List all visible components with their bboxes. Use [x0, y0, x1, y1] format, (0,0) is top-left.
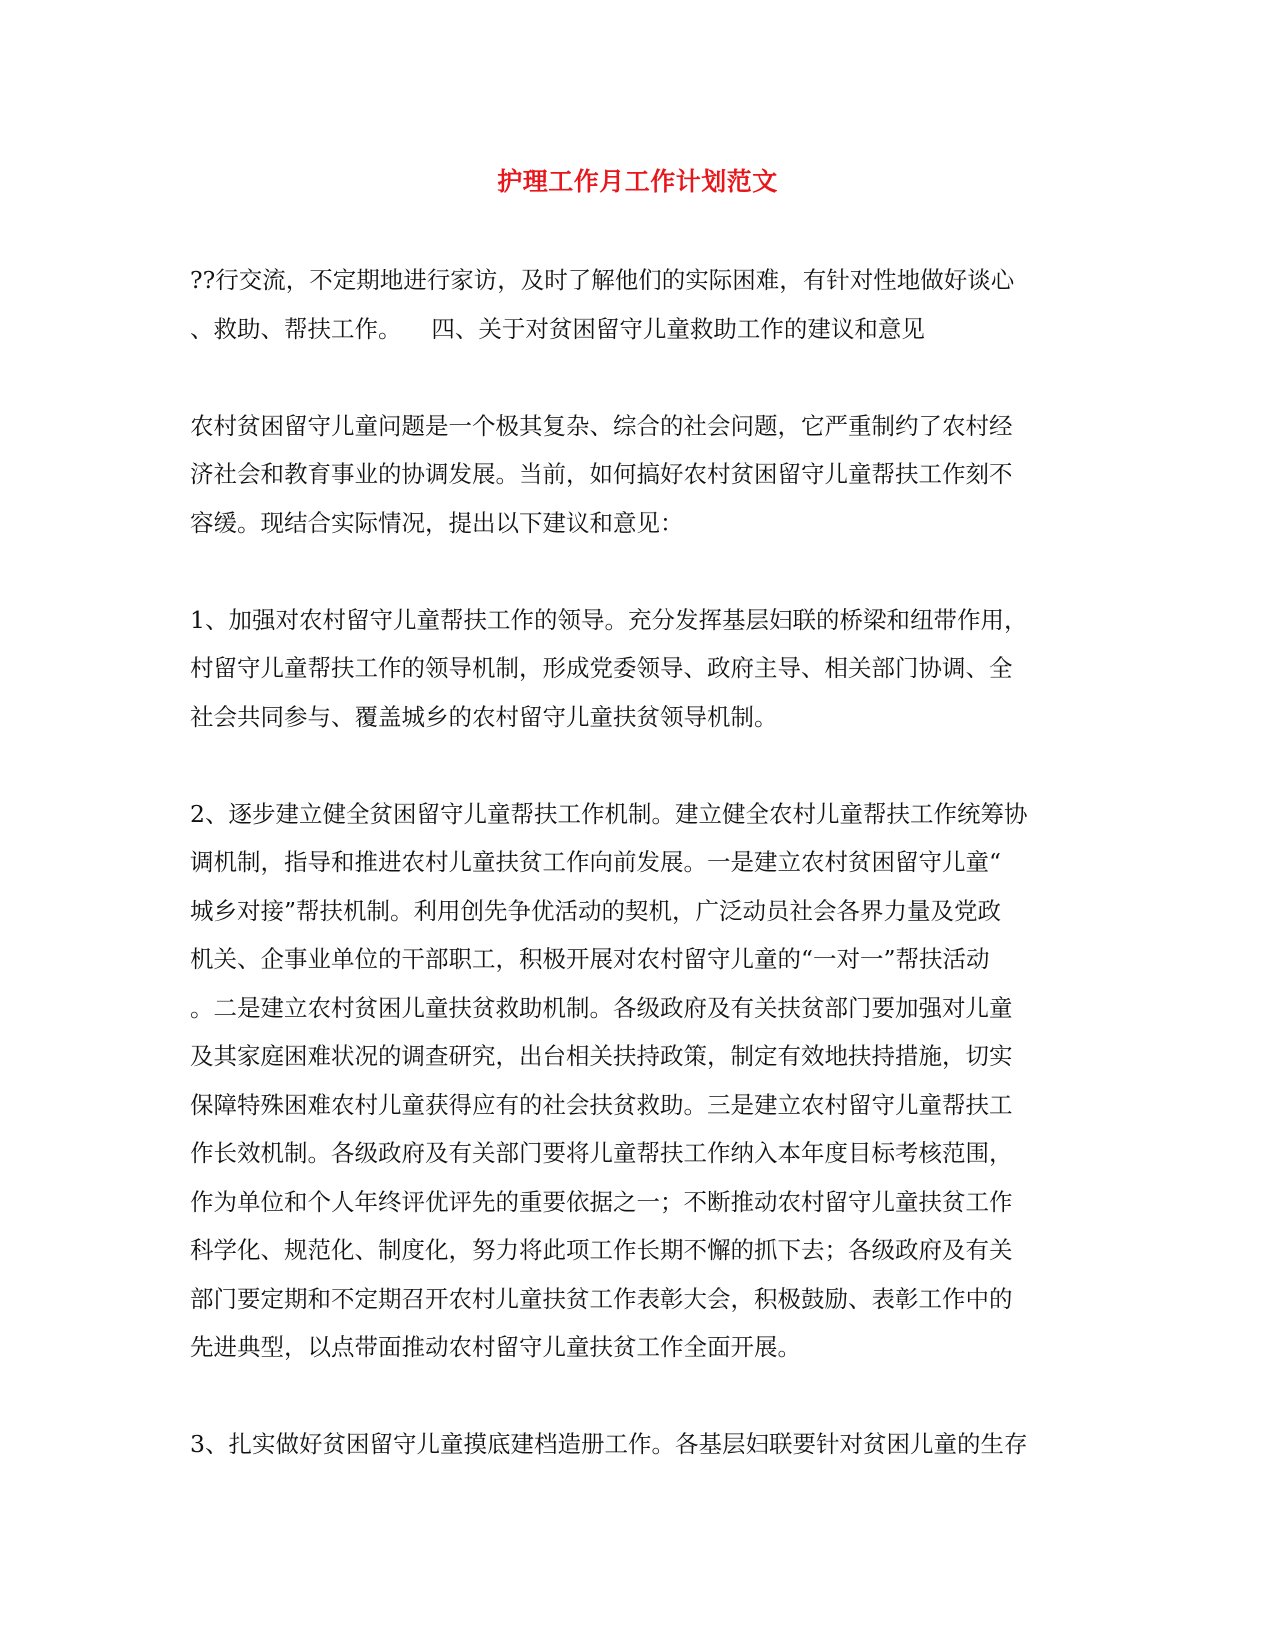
text-line: 济社会和教育事业的协调发展。当前，如何搞好农村贫困留守儿童帮扶工作刻不	[190, 460, 1013, 488]
text-line: 农村贫困留守儿童问题是一个极其复杂、综合的社会问题，它严重制约了农村经	[190, 411, 1013, 440]
paragraph-4	[190, 790, 1090, 1372]
paragraph-5	[190, 1420, 1090, 1469]
text-line: 作为单位和个人年终评优评先的重要依据之一；不断推动农村留守儿童扶贫工作	[190, 1187, 1013, 1216]
text-line: 部门要定期和不定期召开农村儿童扶贫工作表彰大会，积极鼓励、表彰工作中的	[190, 1284, 1013, 1313]
page-title: 护理工作月工作计划范文	[497, 167, 778, 196]
text-line: 1、加强对农村留守儿童帮扶工作的领导。充分发挥基层妇联的桥梁和纽带作用，	[190, 605, 1028, 634]
document-body	[190, 256, 1090, 1517]
paragraph-3	[190, 596, 1090, 742]
text-line: 调机制，指导和推进农村儿童扶贫工作向前发展。一是建立农村贫困留守儿童“	[190, 848, 1002, 876]
text-line: 科学化、规范化、制度化，努力将此项工作长期不懈的抓下去；各级政府及有关	[190, 1236, 1013, 1264]
text-line: 作长效机制。各级政府及有关部门要将儿童帮扶工作纳入本年度目标考核范围，	[190, 1139, 1013, 1167]
text-line: 村留守儿童帮扶工作的领导机制，形成党委领导、政府主导、相关部门协调、全	[190, 654, 1013, 682]
text-line: ??行交流，不定期地进行家访，及时了解他们的实际困难，有针对性地做好谈心	[190, 266, 1015, 294]
text-line: 保障特殊困难农村儿童获得应有的社会扶贫救助。三是建立农村留守儿童帮扶工	[190, 1090, 1013, 1119]
text-line: 城乡对接”帮扶机制。利用创先争优活动的契机，广泛动员社会各界力量及党政	[190, 896, 1002, 925]
text-line: 3、扎实做好贫困留守儿童摸底建档造册工作。各基层妇联要针对贫困儿童的生存	[190, 1430, 1028, 1458]
text-line: 先进典型，以点带面推动农村留守儿童扶贫工作全面开展。	[190, 1333, 801, 1361]
text-line: 容缓。现结合实际情况，提出以下建议和意见：	[190, 508, 684, 537]
text-line: 、救助、帮扶工作。 四、关于对贫困留守儿童救助工作的建议和意见	[190, 314, 925, 343]
text-line: 2、逐步建立健全贫困留守儿童帮扶工作机制。建立健全农村儿童帮扶工作统筹协	[190, 799, 1028, 828]
text-line: 。二是建立农村贫困儿童扶贫救助机制。各级政府及有关扶贫部门要加强对儿童	[190, 993, 1013, 1022]
text-line: 及其家庭困难状况的调查研究，出台相关扶持政策，制定有效地扶持措施，切实	[190, 1042, 1013, 1070]
text-line: 社会共同参与、覆盖城乡的农村留守儿童扶贫领导机制。	[190, 702, 778, 731]
paragraph-2	[190, 402, 1090, 548]
paragraph-1	[190, 256, 1090, 353]
text-line: 机关、企事业单位的干部职工，积极开展对农村留守儿童的“一对一”帮扶活动	[190, 945, 990, 973]
